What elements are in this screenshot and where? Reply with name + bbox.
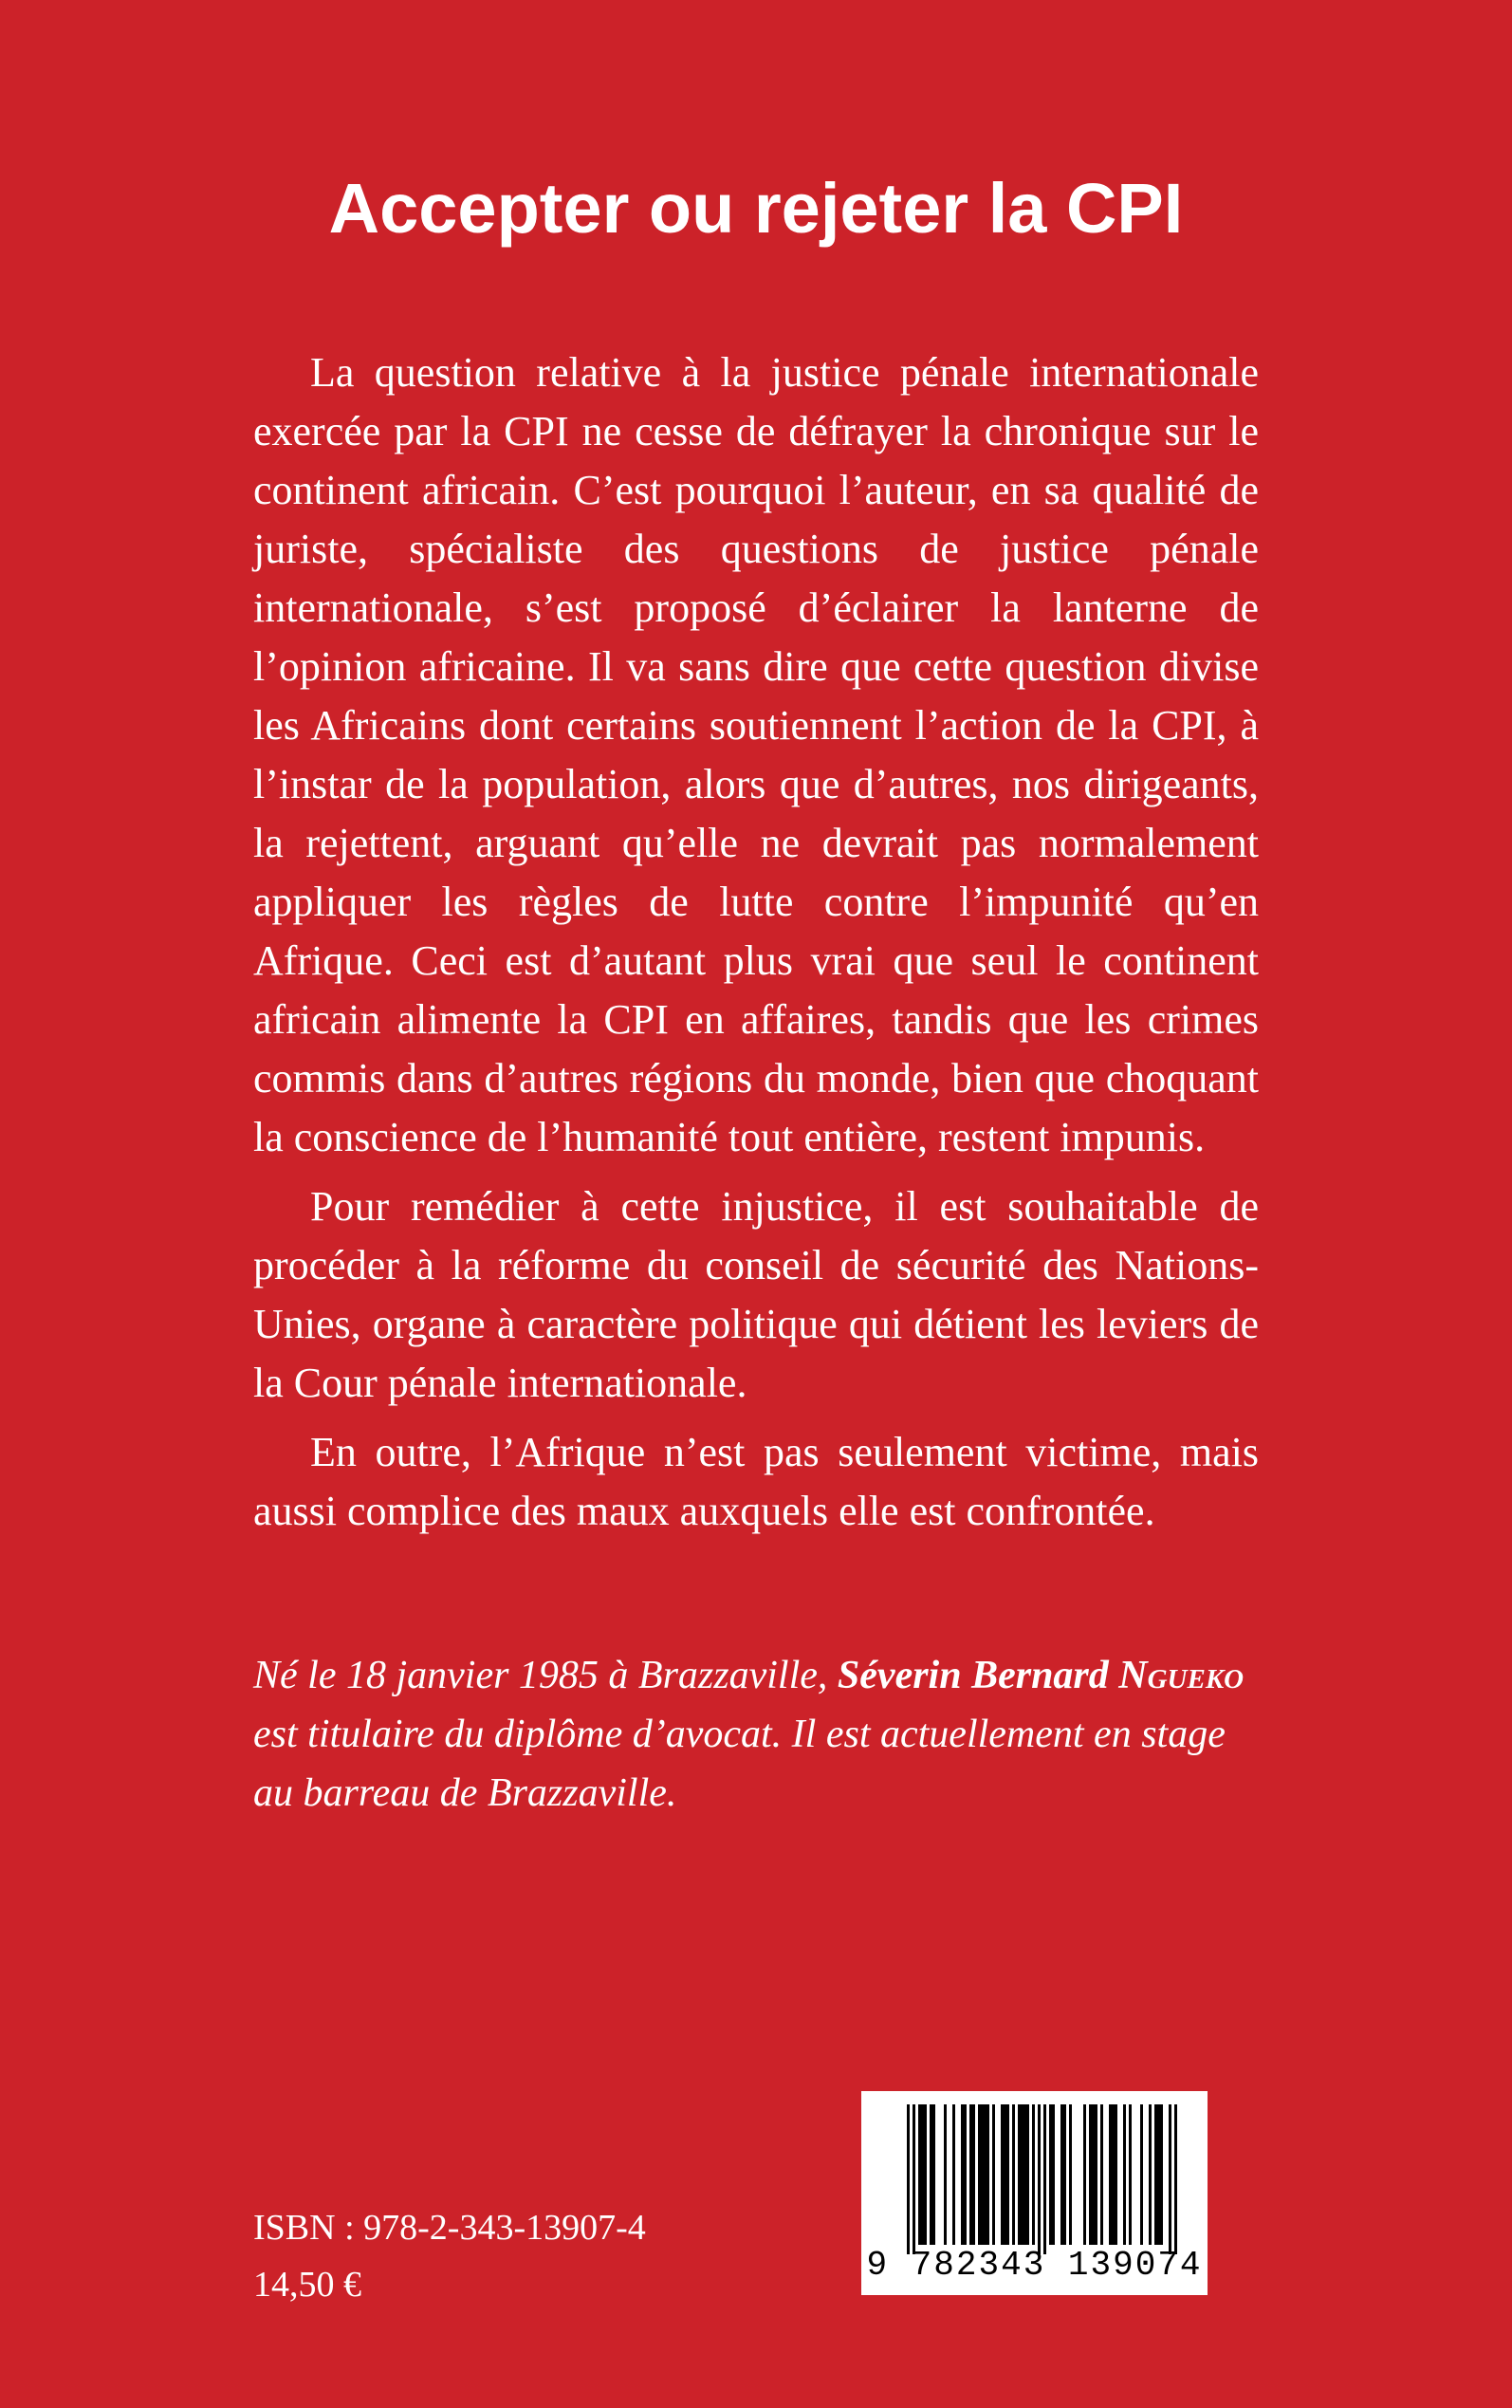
barcode-bar [1095, 2104, 1097, 2245]
author-bio [253, 1646, 1259, 1823]
barcode-bar [1100, 2104, 1103, 2245]
barcode-bar [1001, 2104, 1004, 2245]
barcode-bar [1063, 2104, 1066, 2245]
summary-paragraph: La question relative à la justice pénale internationale exercée par la CPI ne cesse de défrayer la chronique sur le continent africain. C’est pourquoi l’auteur, en sa qualité de juriste, spécialiste des questions de justice pénale internationale, s’est proposé d’éclairer la lanterne de l’opinion africaine. Il va sans dire que cette question divise les Africains dont certains soutiennent l’action de la CPI, à l’instar de la population, alors que d’autres, nos dirigeants, la rejettent, arguant qu’elle ne devrait pas normalement appliquer les règles de lutte contre l’impunité qu’en Afrique. Ceci est d’autant plus vrai que seul le continent africain alimente la CPI en affaires, tandis que les crimes commis dans d’autres régions du monde, bien que choquant la conscience de l’humanité tout entière, restent impunis. [253, 349, 1259, 1160]
barcode-bar [1157, 2104, 1160, 2245]
barcode-bar [1140, 2104, 1143, 2245]
barcode-bar [913, 2104, 915, 2254]
barcode-bar [961, 2104, 964, 2245]
barcode-bar [992, 2104, 995, 2245]
barcode-bar [924, 2104, 927, 2245]
barcode-bar [986, 2104, 989, 2245]
barcode-bar [972, 2104, 975, 2245]
barcode-bar [978, 2104, 981, 2245]
barcode-bar [1092, 2104, 1095, 2245]
bio-suffix: est titulaire du diplôme d’avocat. Il est actuellement en stage au barreau de Brazzaville. [253, 1713, 1226, 1815]
summary-paragraph: Pour remédier à cette injustice, il est souhaitable de procéder à la réforme du conseil de sécurité des Nations-Unies, organe à caractère politique qui détient les leviers de la Cour pénale internationale. [253, 1183, 1259, 1406]
barcode-bar [964, 2104, 967, 2245]
barcode-bar [969, 2104, 972, 2245]
barcode-digits: 9 782343 139074 [866, 2246, 1203, 2285]
barcode-bar [918, 2104, 921, 2245]
back-cover-summary [253, 343, 1259, 1551]
author-first-name: Séverin Bernard [837, 1654, 1119, 1697]
price: 14,50 € [253, 2265, 361, 2305]
barcode-bar [1038, 2104, 1041, 2254]
barcode-bar [1069, 2104, 1072, 2245]
barcode-bar [1149, 2104, 1152, 2245]
barcode-bar [944, 2104, 947, 2245]
barcode-bar [907, 2104, 910, 2254]
summary-paragraph: En outre, l’Afrique n’est pas seulement victime, mais aussi complice des maux auxquels elle est confrontée. [253, 1429, 1259, 1534]
barcode-bar [1089, 2104, 1092, 2245]
barcode-bar [1018, 2104, 1021, 2245]
barcode [861, 2091, 1208, 2295]
barcode-bar [1169, 2104, 1171, 2254]
barcode-bar [984, 2104, 986, 2245]
barcode-bar [1026, 2104, 1029, 2245]
author-last-name: Ngueko [1118, 1654, 1245, 1697]
book-title: Accepter ou rejeter la CPI [328, 169, 1184, 248]
barcode-bar [1154, 2104, 1157, 2245]
barcode-bar [1023, 2104, 1026, 2245]
barcode-bar [1115, 2104, 1117, 2245]
barcode-bar [921, 2104, 924, 2245]
barcode-bar [1174, 2104, 1177, 2254]
barcode-bar [930, 2104, 932, 2245]
isbn: ISBN : 978-2-343-13907-4 [253, 2208, 646, 2248]
barcode-bar [1123, 2104, 1126, 2245]
barcode-bar [1012, 2104, 1015, 2245]
barcode-bar [1129, 2104, 1132, 2245]
barcode-bar [1160, 2104, 1163, 2245]
barcode-bar [1004, 2104, 1006, 2245]
barcode-bar [1043, 2104, 1046, 2254]
barcode-bar [1112, 2104, 1115, 2245]
barcode-bar [1083, 2104, 1086, 2245]
barcode-bar [1021, 2104, 1023, 2245]
barcode-bar [1006, 2104, 1009, 2245]
barcode-bar [1049, 2104, 1052, 2245]
barcode-bar [1060, 2104, 1063, 2245]
barcode-bar [981, 2104, 984, 2245]
barcode-bar [932, 2104, 935, 2245]
barcode-bar [952, 2104, 955, 2245]
bio-prefix: Né le 18 janvier 1985 à Brazzaville, [253, 1654, 838, 1697]
barcode-bar [1032, 2104, 1035, 2245]
barcode-bar [1052, 2104, 1055, 2245]
barcode-bar [1109, 2104, 1112, 2245]
